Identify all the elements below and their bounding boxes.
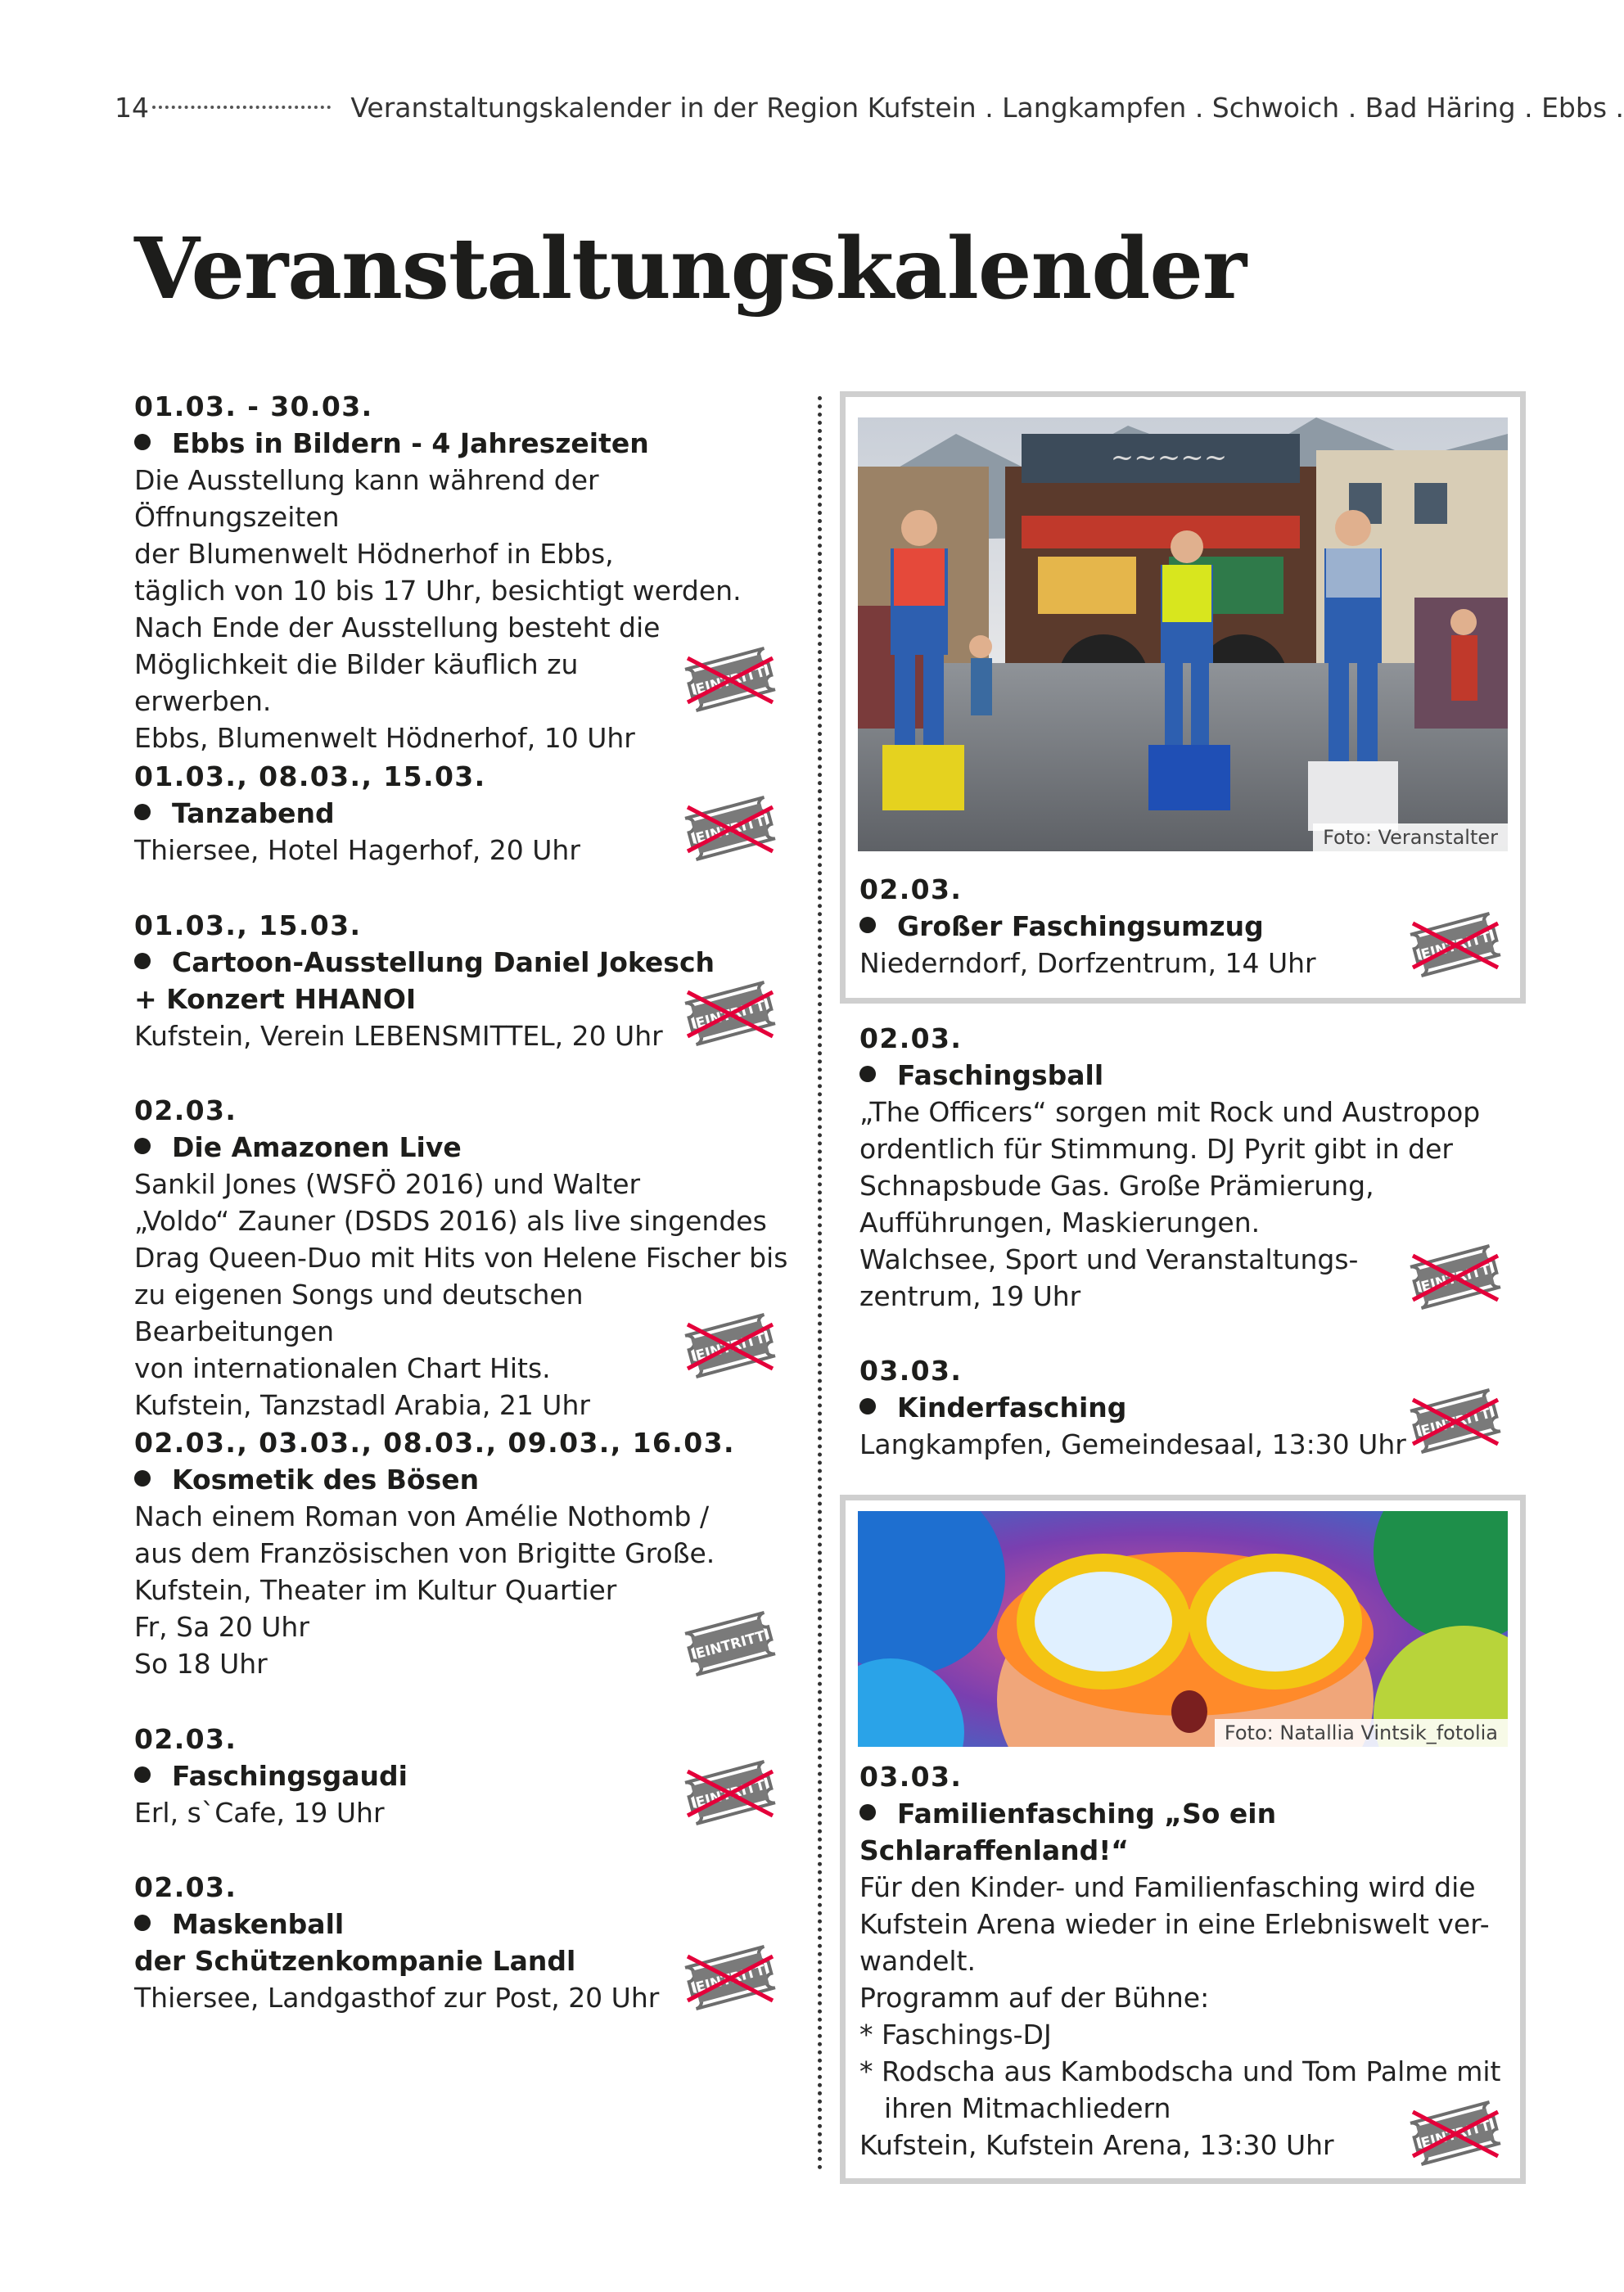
event-location: Ebbs, Blumenwelt Hödnerhof, 10 Uhr: [134, 722, 635, 754]
column-divider: [818, 396, 822, 2171]
event-location: Kufstein, Verein LEBENSMITTEL, 20 Uhr: [134, 1020, 663, 1052]
event-name: Familienfasching „So ein Schlaraffenland!“: [859, 1798, 1277, 1866]
event-date: 02.03., 03.03., 08.03., 09.03., 16.03.: [134, 1427, 735, 1459]
event-location: So 18 Uhr: [134, 1648, 268, 1680]
photo-credit: Foto: Natallia Vintsik_fotolia: [1215, 1719, 1508, 1747]
free-admission-ticket-icon: [1405, 1388, 1506, 1454]
event-description: Die Ausstellung kann während der Öffnungszeiten der Blumenwelt Hödnerhof in Ebbs, täglich von 10 bis 17 Uhr, besichtigt werden. Nach Ende der Ausstellung besteht die Möglichkeit die Bilder käuflich zu erwerben.: [134, 464, 742, 717]
parade-photo: [858, 417, 1508, 851]
list-item: * Faschings-DJ: [859, 2019, 1052, 2051]
event-name: Maskenball der Schützenkompanie Landl: [134, 1908, 576, 1977]
running-header: [115, 87, 1624, 128]
free-admission-ticket-icon: [679, 647, 781, 712]
event-description: Sankil Jones (WSFÖ 2016) und Walter „Voldo“ Zauner (DSDS 2016) als live singendes Drag Queen-Duo mit Hits von Helene Fischer bis zu eigenen Songs und deutschen Bearbeitungen von internationalen Chart Hits.: [134, 1168, 788, 1384]
bullet-icon: [134, 1470, 151, 1487]
paid-admission-ticket-icon: [679, 1611, 781, 1676]
bullet-icon: [134, 804, 151, 820]
event-date: 02.03.: [859, 873, 963, 905]
svg-text:~~~~~: ~~~~~: [1110, 441, 1228, 474]
free-admission-ticket-icon: [679, 1760, 781, 1825]
bullet-icon: [859, 917, 876, 933]
event-name: Cartoon-Ausstellung Daniel Jokesch + Konzert HHANOI: [134, 946, 715, 1015]
free-admission-ticket-icon: [1405, 912, 1506, 977]
free-admission-ticket-icon: [679, 1945, 781, 2010]
event-name: Die Amazonen Live: [134, 1129, 789, 1166]
event-location: Erl, s`Cafe, 19 Uhr: [134, 1797, 385, 1829]
event-date: 02.03.: [134, 1723, 237, 1755]
bullet-icon: [859, 1398, 876, 1414]
header-dotted-leader: [152, 106, 331, 109]
child-with-party-glasses-image: [858, 1511, 1508, 1747]
event-date: 01.03., 15.03.: [134, 909, 362, 941]
event-date: 01.03. - 30.03.: [134, 390, 373, 422]
event-name: Faschingsball: [859, 1057, 1506, 1094]
page-title: Veranstaltungskalender: [134, 219, 1247, 318]
event-location: Langkampfen, Gemeindesaal, 13:30 Uhr: [859, 1428, 1406, 1460]
bullet-icon: [859, 1804, 876, 1821]
event-location: Walchsee, Sport und Veranstaltungs- zentrum, 19 Uhr: [859, 1243, 1359, 1312]
bullet-icon: [134, 434, 151, 450]
event-description: Für den Kinder- und Familienfasching wird die Kufstein Arena wieder in eine Erlebniswelt ver- wandelt. Programm auf der Bühne:: [859, 1871, 1490, 2014]
carnival-parade-image: [858, 417, 1508, 851]
event-name: Kosmetik des Bösen: [134, 1461, 789, 1498]
free-admission-ticket-icon: [1405, 1244, 1506, 1310]
event-location: Thiersee, Hotel Hagerhof, 20 Uhr: [134, 834, 580, 866]
event-date: 03.03.: [859, 1355, 963, 1387]
event-date: 02.03.: [859, 1022, 963, 1054]
page-number: 14: [115, 91, 149, 124]
bullet-icon: [134, 1915, 151, 1931]
running-title: Veranstaltungskalender in der Region Kufstein . Langkampfen . Schwoich . Bad Häring . Ebbs .: [350, 91, 1624, 124]
event-name: Ebbs in Bildern - 4 Jahreszeiten: [134, 425, 789, 462]
event-grosser-faschingsumzug: [859, 871, 1482, 981]
event-description: Nach einem Roman von Amélie Nothomb / aus dem Französischen von Brigitte Große. Kufstein, Theater im Kultur Quartier Fr, Sa 20 Uhr: [134, 1500, 715, 1643]
event-date: 02.03.: [134, 1871, 237, 1903]
photo-credit: Foto: Veranstalter: [1313, 823, 1508, 851]
bullet-icon: [859, 1066, 876, 1082]
event-date: 03.03.: [859, 1761, 963, 1793]
event-name: Faschingsgaudi: [134, 1757, 789, 1794]
free-admission-ticket-icon: [1405, 2100, 1506, 2166]
event-name: Tanzabend: [134, 795, 789, 832]
event-name: Kinderfasching: [859, 1389, 1506, 1426]
event-date: 01.03., 08.03., 15.03.: [134, 760, 486, 792]
free-admission-ticket-icon: [679, 796, 781, 861]
event-location: Kufstein, Tanzstadl Arabia, 21 Uhr: [134, 1389, 590, 1421]
event-description: „The Officers“ sorgen mit Rock und Austropop ordentlich für Stimmung. DJ Pyrit gibt in der Schnapsbude Gas. Große Prämierung, Aufführungen, Maskierungen.: [859, 1096, 1481, 1238]
free-admission-ticket-icon: [679, 981, 781, 1046]
event-name: Großer Faschingsumzug: [859, 908, 1482, 945]
event-location: Kufstein, Kufstein Arena, 13:30 Uhr: [859, 2129, 1334, 2161]
kid-photo: [858, 1511, 1508, 1747]
list-item: * Rodscha aus Kambodscha und Tom Palme mit ihren Mitmachliedern: [859, 2055, 1501, 2124]
bullet-icon: [134, 1766, 151, 1783]
event-date: 02.03.: [134, 1094, 237, 1126]
free-admission-ticket-icon: [679, 1313, 781, 1378]
bullet-icon: [134, 953, 151, 969]
event-location: Niederndorf, Dorfzentrum, 14 Uhr: [859, 947, 1316, 979]
bullet-icon: [134, 1138, 151, 1154]
event-location: Thiersee, Landgasthof zur Post, 20 Uhr: [134, 1982, 660, 2014]
